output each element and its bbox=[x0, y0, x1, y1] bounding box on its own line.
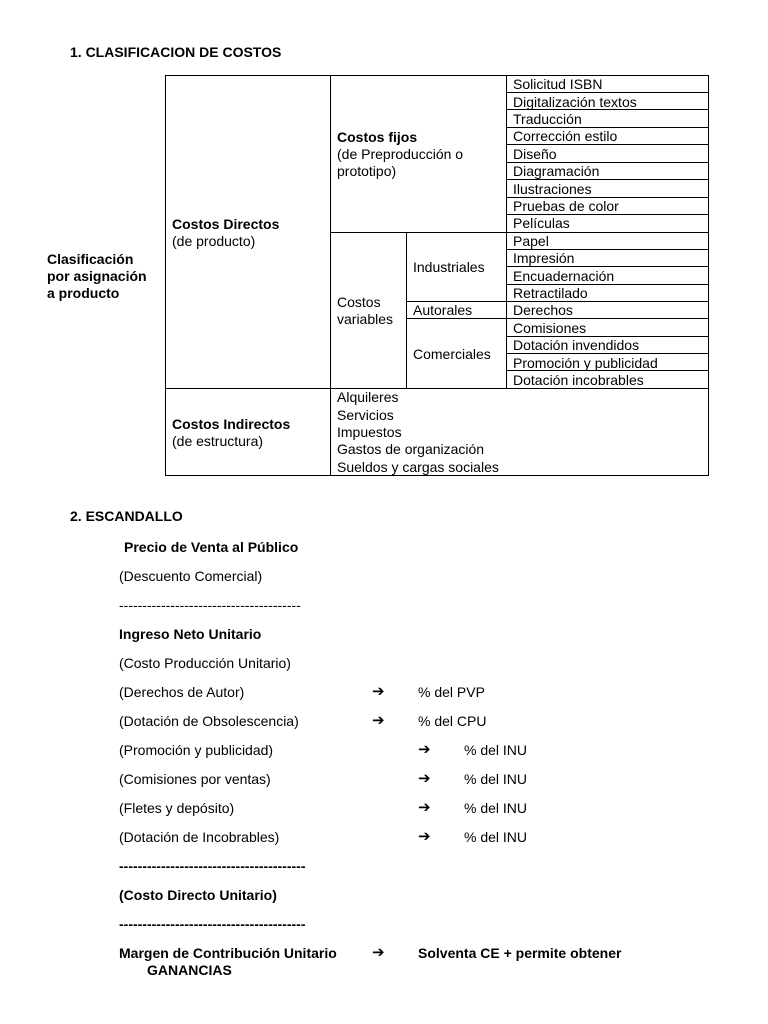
row-value: % del INU bbox=[464, 800, 528, 816]
arrow-icon: ➔ bbox=[372, 683, 385, 700]
fijo-item: Digitalización textos bbox=[513, 94, 637, 110]
pvp-label: Precio de Venta al Público bbox=[124, 539, 299, 555]
row-value: % del INU bbox=[464, 829, 528, 845]
row-label: (Dotación de Obsolescencia) bbox=[119, 713, 299, 729]
autorales-label: Autorales bbox=[413, 302, 473, 318]
indirecto-item: Gastos de organización bbox=[337, 441, 485, 457]
indirecto-item: Sueldos y cargas sociales bbox=[337, 459, 499, 475]
fijo-item: Pruebas de color bbox=[513, 198, 619, 214]
row-value: % del INU bbox=[464, 771, 528, 787]
arrow-icon: ➔ bbox=[418, 770, 431, 787]
row-label: (Derechos de Autor) bbox=[119, 684, 245, 700]
costos-variables-title-1: Costos bbox=[337, 294, 381, 310]
divider bbox=[506, 144, 709, 145]
variable-item: Derechos bbox=[513, 302, 573, 318]
variable-item: Promoción y publicidad bbox=[513, 355, 658, 371]
descuento-label: (Descuento Comercial) bbox=[119, 568, 263, 584]
divider bbox=[506, 266, 709, 267]
side-label-line-2: por asignación bbox=[47, 268, 147, 284]
divider bbox=[506, 92, 709, 93]
row-value: % del PVP bbox=[418, 684, 485, 700]
costos-variables-title-2: variables bbox=[337, 311, 394, 327]
costos-indirectos-sub: (de estructura) bbox=[172, 433, 264, 449]
costos-indirectos-title: Costos Indirectos bbox=[172, 416, 291, 432]
costo-produccion-label: (Costo Producción Unitario) bbox=[119, 655, 291, 671]
costos-directos-sub: (de producto) bbox=[172, 233, 256, 249]
divider bbox=[406, 232, 407, 388]
arrow-icon: ➔ bbox=[418, 799, 431, 816]
side-label-line-3: a producto bbox=[47, 285, 120, 301]
fijo-item: Traducción bbox=[513, 111, 582, 127]
ingreso-neto-label: Ingreso Neto Unitario bbox=[119, 626, 262, 642]
fijo-item: Solicitud ISBN bbox=[513, 76, 603, 92]
variable-item: Encuadernación bbox=[513, 268, 615, 284]
row-label: (Comisiones por ventas) bbox=[119, 771, 271, 787]
costos-directos-title: Costos Directos bbox=[172, 216, 280, 232]
costos-fijos-sub-1: (de Preproducción o bbox=[337, 146, 464, 162]
row-label: (Promoción y publicidad) bbox=[119, 742, 274, 758]
dash-separator-bold: ---------------------------------------- bbox=[119, 916, 306, 932]
variable-item: Impresión bbox=[513, 250, 575, 266]
variable-item: Retractilado bbox=[513, 285, 588, 301]
divider bbox=[165, 388, 709, 389]
divider bbox=[506, 179, 709, 180]
arrow-icon: ➔ bbox=[372, 944, 385, 961]
margen-label: Margen de Contribución Unitario bbox=[119, 945, 337, 961]
divider bbox=[506, 353, 709, 354]
section-1-heading: 1. CLASIFICACION DE COSTOS bbox=[70, 44, 282, 60]
fijo-item: Diseño bbox=[513, 146, 557, 162]
variable-item: Dotación incobrables bbox=[513, 372, 644, 388]
row-label: (Dotación de Incobrables) bbox=[119, 829, 280, 845]
costos-fijos-sub-2: prototipo) bbox=[337, 163, 397, 179]
arrow-icon: ➔ bbox=[372, 712, 385, 729]
costo-directo-label: (Costo Directo Unitario) bbox=[119, 887, 277, 903]
fijo-item: Corrección estilo bbox=[513, 128, 618, 144]
comerciales-label: Comerciales bbox=[413, 346, 491, 362]
indirecto-item: Alquileres bbox=[337, 389, 399, 405]
row-value: % del INU bbox=[464, 742, 528, 758]
divider bbox=[406, 318, 709, 319]
row-label: (Fletes y depósito) bbox=[119, 800, 235, 816]
arrow-icon: ➔ bbox=[418, 828, 431, 845]
variable-item: Comisiones bbox=[513, 320, 587, 336]
indirecto-item: Impuestos bbox=[337, 424, 402, 440]
row-value: % del CPU bbox=[418, 713, 487, 729]
fijo-item: Diagramación bbox=[513, 163, 600, 179]
dash-separator-bold: ---------------------------------------- bbox=[119, 858, 306, 874]
section-2-heading: 2. ESCANDALLO bbox=[70, 508, 183, 524]
fijo-item: Ilustraciones bbox=[513, 181, 592, 197]
margen-continuation: GANANCIAS bbox=[147, 962, 232, 978]
industriales-label: Industriales bbox=[413, 259, 485, 275]
indirecto-item: Servicios bbox=[337, 407, 394, 423]
fijo-item: Películas bbox=[513, 215, 570, 231]
arrow-icon: ➔ bbox=[418, 741, 431, 758]
variable-item: Dotación invendidos bbox=[513, 337, 640, 353]
variable-item: Papel bbox=[513, 233, 549, 249]
dash-separator: --------------------------------------- bbox=[119, 597, 301, 613]
margen-value: Solventa CE + permite obtener bbox=[418, 945, 622, 961]
divider bbox=[330, 75, 331, 476]
side-label-line-1: Clasificación bbox=[47, 251, 134, 267]
costos-fijos-title: Costos fijos bbox=[337, 129, 418, 145]
